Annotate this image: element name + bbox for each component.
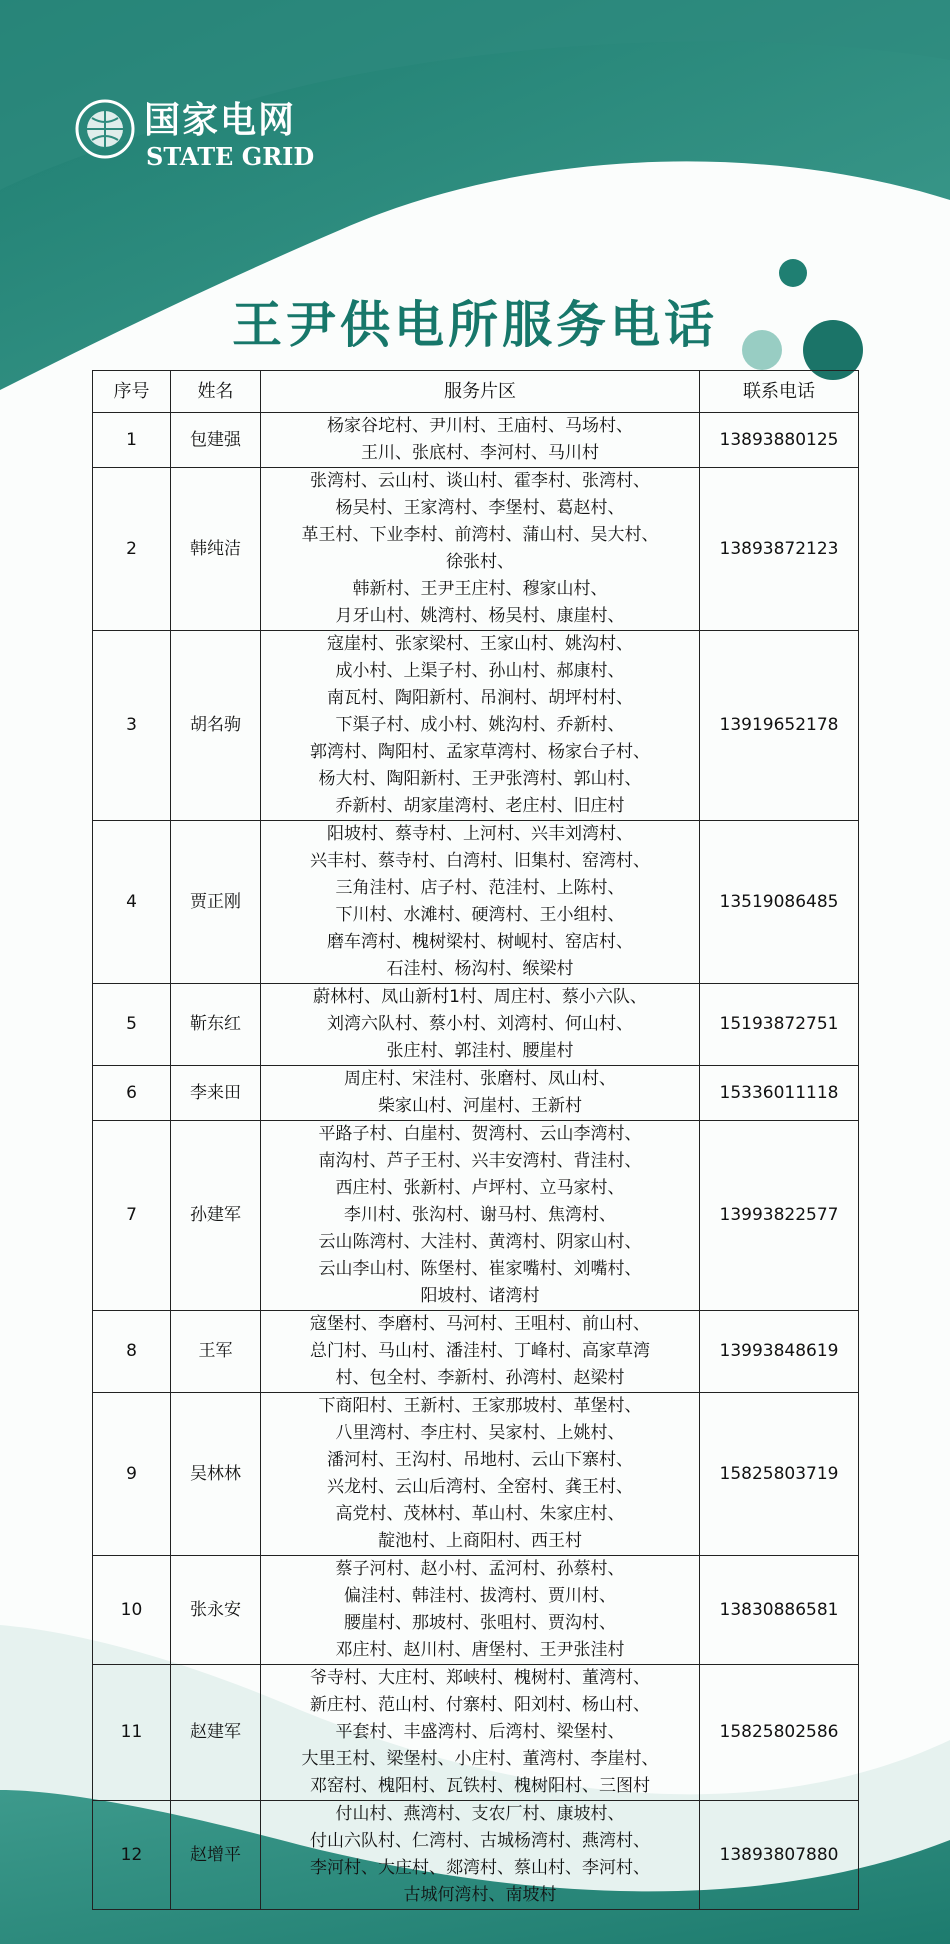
service-area-line: 下渠子村、成小村、姚沟村、乔新村、 — [335, 715, 625, 735]
service-area-line: 云山陈湾村、大洼村、黄湾村、阴家山村、 — [318, 1232, 642, 1252]
service-area-line: 蔡子河村、赵小村、孟河村、孙蔡村、 — [335, 1559, 625, 1579]
row-index: 4 — [93, 821, 171, 984]
service-area-line: 西庄村、张新村、卢坪村、立马家村、 — [335, 1178, 625, 1198]
service-area-line: 张湾村、云山村、谈山村、霍李村、张湾村、 — [310, 471, 650, 491]
row-index: 1 — [93, 413, 171, 468]
service-area-line: 八里湾村、李庄村、吴家村、上姚村、 — [335, 1423, 625, 1443]
service-area-line: 云山李山村、陈堡村、崔家嘴村、刘嘴村、 — [318, 1259, 642, 1279]
table-row — [93, 1556, 859, 1665]
service-area-line: 蔚林村、凤山新村1村、周庄村、蔡小六队、 — [313, 987, 647, 1007]
service-area-line: 下川村、水滩村、硬湾村、王小组村、 — [335, 905, 625, 925]
table-row — [93, 413, 859, 468]
service-area-line: 兴丰村、蔡寺村、白湾村、旧集村、窑湾村、 — [310, 851, 650, 871]
header-name: 姓名 — [171, 371, 261, 413]
contact-phone: 13993848619 — [700, 1311, 859, 1393]
service-area — [261, 631, 700, 821]
service-area — [261, 821, 700, 984]
state-grid-logo — [72, 92, 315, 182]
service-area — [261, 468, 700, 631]
contact-phone: 13893872123 — [700, 468, 859, 631]
staff-name: 赵建军 — [171, 1665, 261, 1801]
table-row — [93, 1311, 859, 1393]
service-area-line: 爷寺村、大庄村、郑峡村、槐树村、董湾村、 — [310, 1668, 650, 1688]
service-area-line: 杨家谷坨村、尹川村、王庙村、马场村、 — [327, 416, 633, 436]
contact-phone: 15336011118 — [700, 1066, 859, 1121]
row-index: 8 — [93, 1311, 171, 1393]
service-area-line: 大里王村、梁堡村、小庄村、董湾村、李崖村、 — [301, 1749, 659, 1769]
service-area-line: 兴龙村、云山后湾村、全窑村、龚王村、 — [327, 1477, 633, 1497]
row-index: 6 — [93, 1066, 171, 1121]
table-row — [93, 1121, 859, 1311]
service-area-line: 李川村、张沟村、谢马村、焦湾村、 — [344, 1205, 616, 1225]
service-area-line: 磨车湾村、槐树梁村、树岘村、窑店村、 — [327, 932, 633, 952]
service-area — [261, 1311, 700, 1393]
table-row — [93, 821, 859, 984]
service-area-line: 柴家山村、河崖村、王新村 — [378, 1096, 582, 1116]
header-phone: 联系电话 — [700, 371, 859, 413]
contact-phone: 13893807880 — [700, 1801, 859, 1910]
service-area-line: 平路子村、白崖村、贺湾村、云山李湾村、 — [318, 1124, 642, 1144]
service-area-line: 南沟村、芦子王村、兴丰安湾村、背洼村、 — [318, 1151, 642, 1171]
table-row — [93, 1066, 859, 1121]
service-area — [261, 1066, 700, 1121]
service-area-line: 付山村、燕湾村、支农厂村、康坡村、 — [335, 1804, 625, 1824]
service-area-line: 王川、张底村、李河村、马川村 — [361, 443, 599, 463]
service-area-line: 李河村、大庄村、郯湾村、蔡山村、李河村、 — [310, 1858, 650, 1878]
contact-phone: 13893880125 — [700, 413, 859, 468]
service-area-line: 南瓦村、陶阳新村、吊涧村、胡坪村村、 — [327, 688, 633, 708]
service-area-line: 偏洼村、韩洼村、拔湾村、贾川村、 — [344, 1586, 616, 1606]
service-area-line: 寇堡村、李磨村、马河村、王咀村、前山村、 — [310, 1314, 650, 1334]
logo-text-en: STATE GRID — [146, 142, 315, 171]
service-area-line: 杨吴村、王家湾村、李堡村、葛赵村、 — [335, 498, 625, 518]
service-area-line: 月牙山村、姚湾村、杨吴村、康崖村、 — [335, 606, 625, 626]
row-index: 2 — [93, 468, 171, 631]
service-area-line: 张庄村、郭洼村、腰崖村 — [386, 1041, 574, 1061]
staff-name: 胡名驹 — [171, 631, 261, 821]
service-area — [261, 1393, 700, 1556]
staff-name: 贾正刚 — [171, 821, 261, 984]
table-row — [93, 1393, 859, 1556]
row-index: 10 — [93, 1556, 171, 1665]
service-area — [261, 1665, 700, 1801]
contact-phone: 15825803719 — [700, 1393, 859, 1556]
contact-phone: 15193872751 — [700, 984, 859, 1066]
service-area-line: 阳坡村、诸湾村 — [420, 1286, 540, 1306]
header-service-area: 服务片区 — [261, 371, 700, 413]
staff-name: 包建强 — [171, 413, 261, 468]
staff-name: 韩纯洁 — [171, 468, 261, 631]
contact-phone: 13830886581 — [700, 1556, 859, 1665]
service-area-line: 徐张村、 — [446, 552, 514, 572]
table-row — [93, 468, 859, 631]
header-index: 序号 — [93, 371, 171, 413]
staff-name: 赵增平 — [171, 1801, 261, 1910]
row-index: 3 — [93, 631, 171, 821]
globe-icon — [72, 96, 138, 162]
service-area-line: 新庄村、范山村、付寨村、阳刘村、杨山村、 — [310, 1695, 650, 1715]
staff-name: 王军 — [171, 1311, 261, 1393]
service-area-line: 邓庄村、赵川村、唐堡村、王尹张洼村 — [335, 1640, 625, 1660]
service-area-line: 韩新村、王尹王庄村、穆家山村、 — [352, 579, 608, 599]
page-title: 王尹供电所服务电话 — [232, 296, 718, 354]
service-area-line: 邓窑村、槐阳村、瓦铁村、槐树阳村、三图村 — [310, 1776, 650, 1796]
staff-name: 靳东红 — [171, 984, 261, 1066]
service-area-line: 古城何湾村、南坡村 — [403, 1885, 557, 1905]
service-area-line: 成小村、上渠子村、孙山村、郝康村、 — [335, 661, 625, 681]
service-area-line: 周庄村、宋洼村、张磨村、凤山村、 — [344, 1069, 616, 1089]
service-area-line: 杨大村、陶阳新村、王尹张湾村、郭山村、 — [318, 769, 642, 789]
service-area-line: 刘湾六队村、蔡小村、刘湾村、何山村、 — [327, 1014, 633, 1034]
service-area — [261, 1121, 700, 1311]
staff-name: 李来田 — [171, 1066, 261, 1121]
service-area-line: 阳坡村、蔡寺村、上河村、兴丰刘湾村、 — [327, 824, 633, 844]
staff-name: 吴林林 — [171, 1393, 261, 1556]
service-area-line: 革王村、下业李村、前湾村、蒲山村、吴大村、 — [301, 525, 659, 545]
staff-name: 张永安 — [171, 1556, 261, 1665]
service-area — [261, 413, 700, 468]
contact-phone: 13993822577 — [700, 1121, 859, 1311]
service-area — [261, 1801, 700, 1910]
service-area-line: 村、包全村、李新村、孙湾村、赵梁村 — [335, 1368, 625, 1388]
service-area-line: 潘河村、王沟村、吊地村、云山下寨村、 — [327, 1450, 633, 1470]
service-area-line: 石洼村、杨沟村、缑梁村 — [386, 959, 574, 979]
row-index: 9 — [93, 1393, 171, 1556]
table-row — [93, 984, 859, 1066]
service-area-line: 下商阳村、王新村、王家那坡村、革堡村、 — [318, 1396, 642, 1416]
row-index: 12 — [93, 1801, 171, 1910]
service-area-line: 高党村、茂林村、革山村、朱家庄村、 — [335, 1504, 625, 1524]
row-index: 5 — [93, 984, 171, 1066]
row-index: 7 — [93, 1121, 171, 1311]
table-row — [93, 631, 859, 821]
service-area-line: 寇崖村、张家梁村、王家山村、姚沟村、 — [327, 634, 633, 654]
table-row — [93, 1801, 859, 1910]
service-area-line: 平套村、丰盛湾村、后湾村、梁堡村、 — [335, 1722, 625, 1742]
table-header-row — [93, 371, 859, 413]
contact-phone: 13919652178 — [700, 631, 859, 821]
service-phone-table — [92, 370, 859, 1910]
service-area-line: 郭湾村、陶阳村、孟家草湾村、杨家台子村、 — [310, 742, 650, 762]
service-area-line: 总门村、马山村、潘洼村、丁峰村、高家草湾 — [310, 1341, 650, 1361]
service-area-line: 乔新村、胡家崖湾村、老庄村、旧庄村 — [335, 796, 625, 816]
logo-text-cn: 国家电网 — [144, 100, 297, 141]
service-area-line: 腰崖村、那坡村、张咀村、贾沟村、 — [344, 1613, 616, 1633]
contact-phone: 13519086485 — [700, 821, 859, 984]
service-area-line: 付山六队村、仁湾村、古城杨湾村、燕湾村、 — [310, 1831, 650, 1851]
contact-phone: 15825802586 — [700, 1665, 859, 1801]
staff-name: 孙建军 — [171, 1121, 261, 1311]
service-area-line: 三角洼村、店子村、范洼村、上陈村、 — [335, 878, 625, 898]
service-area — [261, 984, 700, 1066]
row-index: 11 — [93, 1665, 171, 1801]
table-row — [93, 1665, 859, 1801]
service-area — [261, 1556, 700, 1665]
service-area-line: 靛池村、上商阳村、西王村 — [378, 1531, 582, 1551]
